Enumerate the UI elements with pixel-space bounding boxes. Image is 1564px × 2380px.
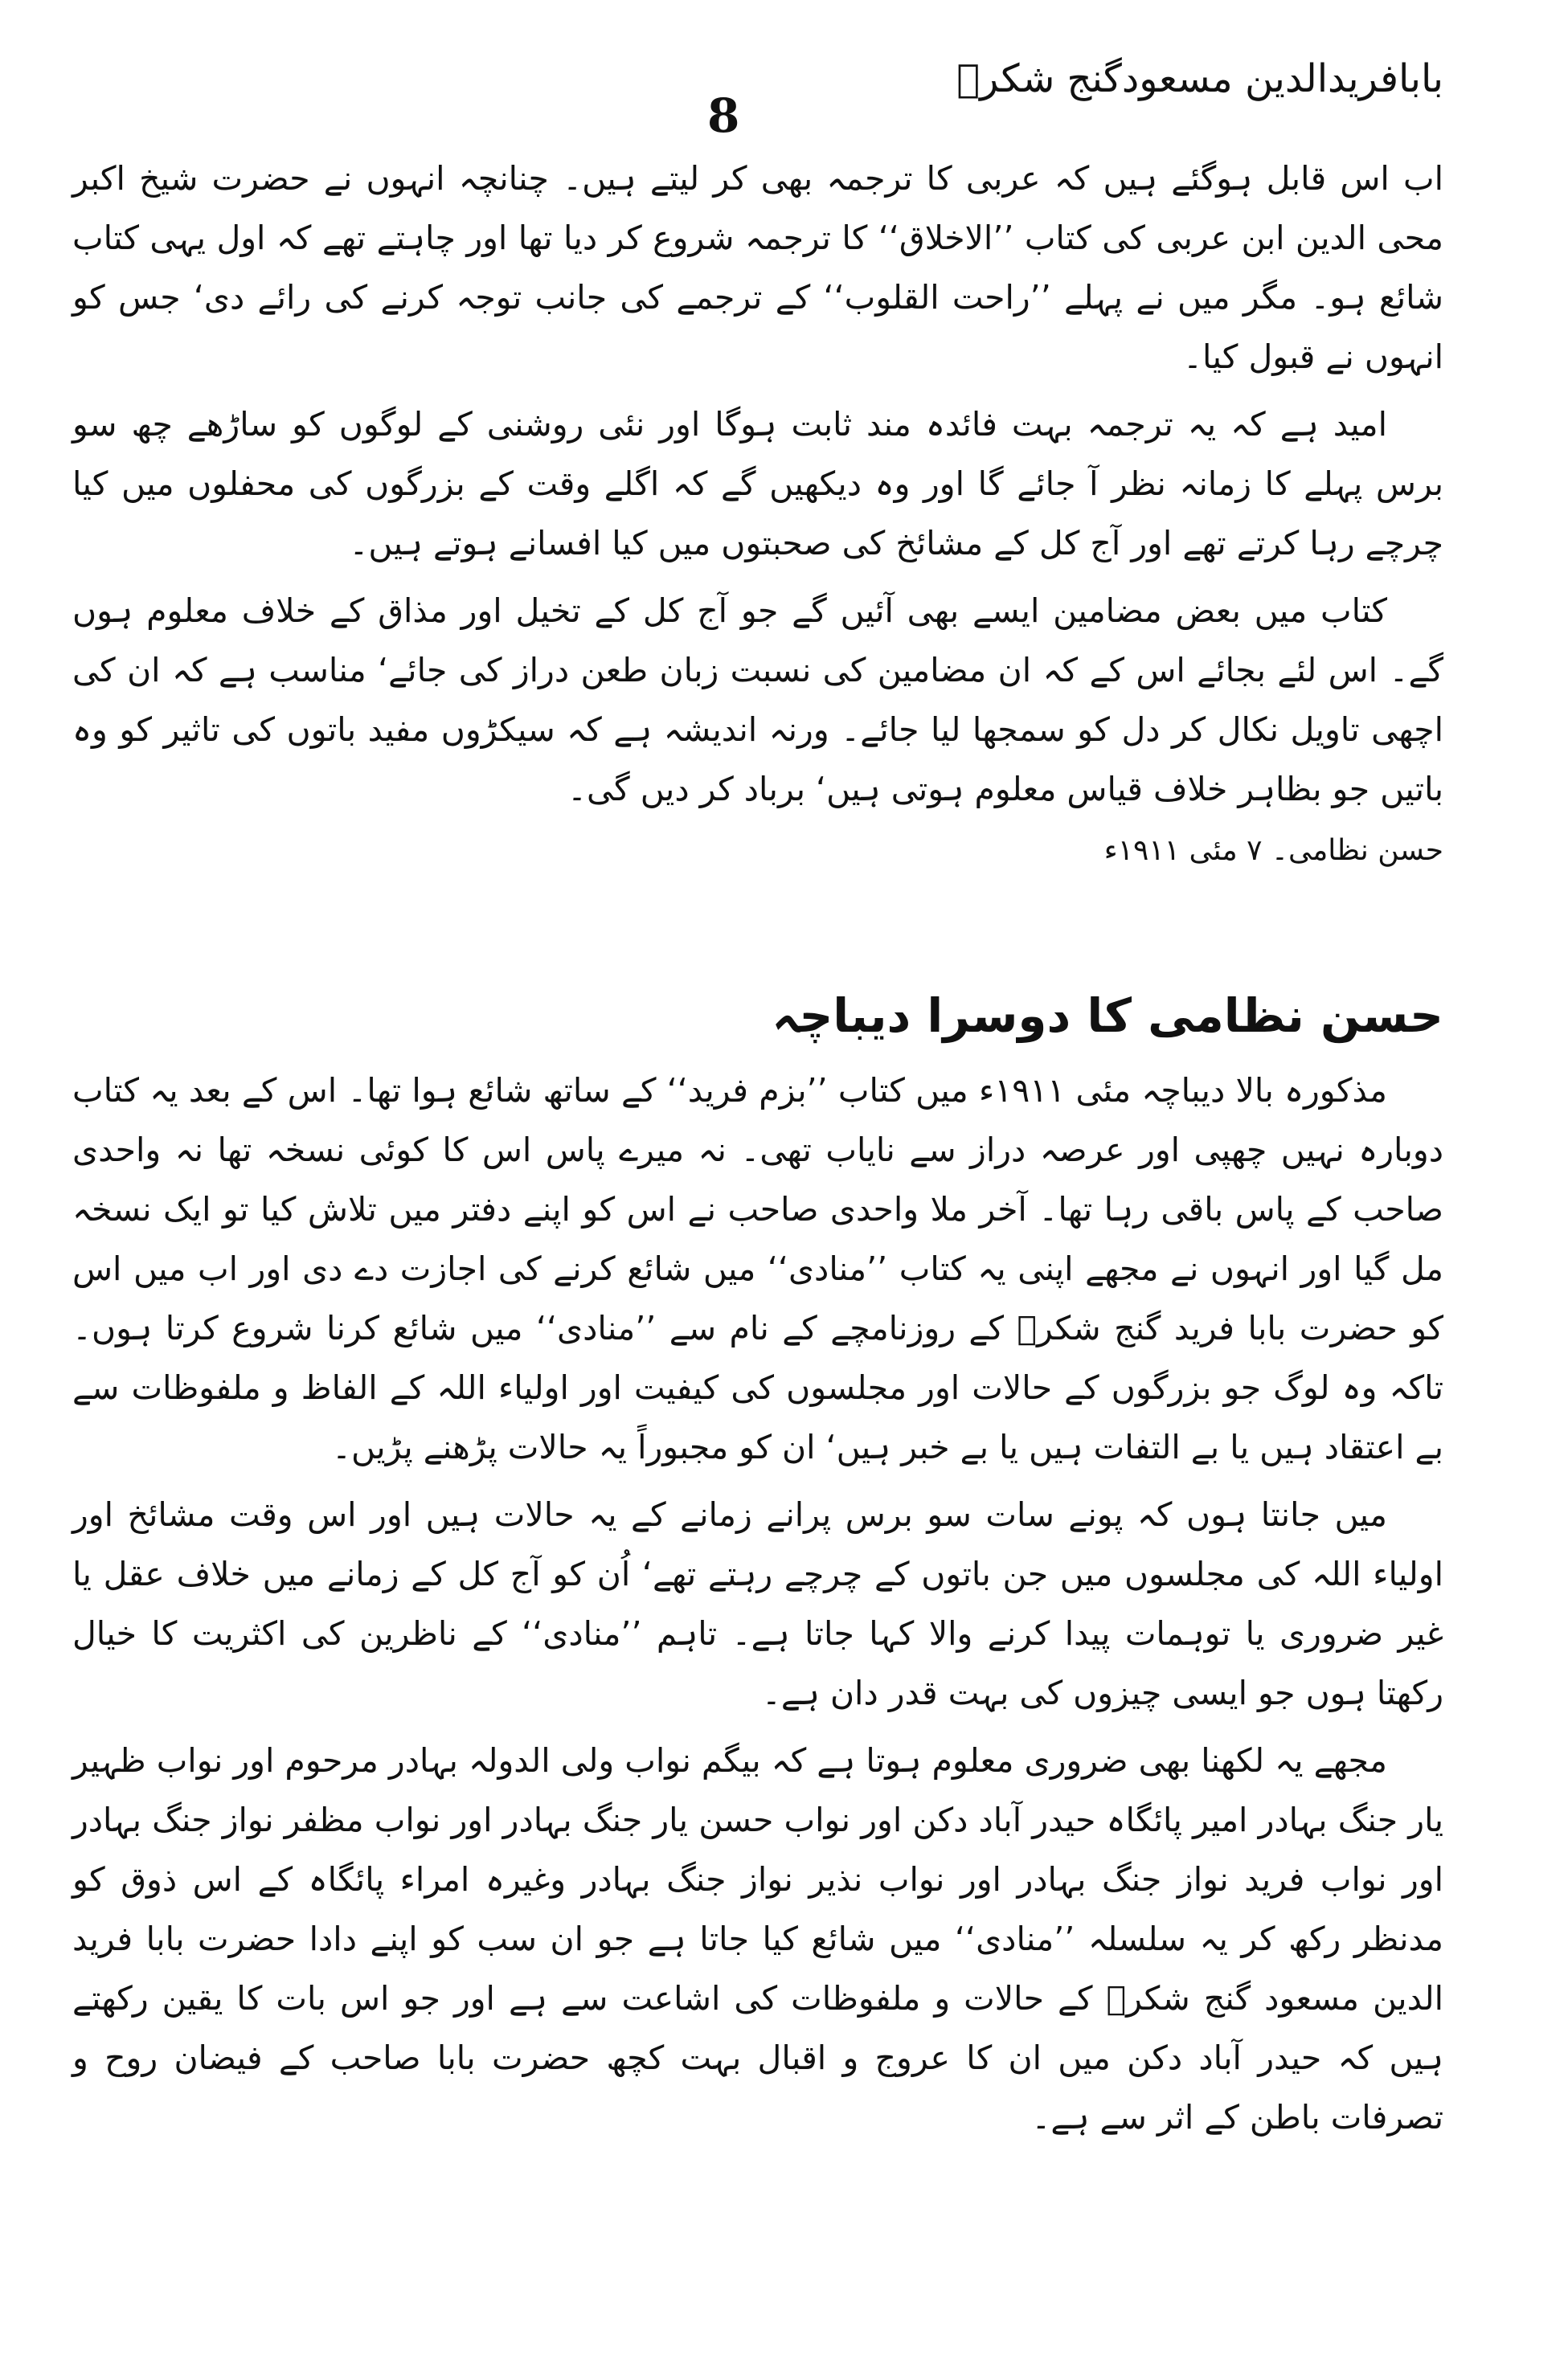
author-signature: حسن نظامی۔ ۷ مئی ۱۹۱۱ء <box>1103 834 1443 867</box>
running-title: بابافریدالدین مسعودگنج شکرؒ <box>956 56 1443 101</box>
page-header <box>96 48 1443 143</box>
section-heading: حسن نظامی کا دوسرا دیباچہ <box>772 988 1443 1043</box>
intro-text <box>72 149 1443 875</box>
section-paragraph-1: مذکورہ بالا دیباچہ مئی ۱۹۱۱ء میں کتاب ’’بزم فرید‘‘ کے ساتھ شائع ہوا تھا۔ اس کے بعد یہ کتاب دوبارہ نہیں چھپی اور عرصہ دراز سے نایاب تھی۔ نہ میرے پاس اس کا کوئی نسخہ تھا نہ واحدی صاحب کے پاس باقی رہا تھا۔ آخر ملا واحدی صاحب نے اس کو اپنے دفتر میں تلاش کیا تو ایک نسخہ مل گیا اور انہوں نے مجھے اپنی یہ کتاب ’’منادی‘‘ میں شائع کرنے کی اجازت دے دی اور اب میں اس کو حضرت بابا فرید گنج شکرؒ کے روزنامچے کے نام سے ’’منادی‘‘ میں شائع کرنا شروع کرتا ہوں۔ تاکہ وہ لوگ جو بزرگوں کے حالات اور مجلسوں کی کیفیت اور اولیاء اللہ کے الفاظ و ملفوظات سے بے اعتقاد ہیں یا بے التفات ہیں یا بے خبر ہیں‘ ان کو مجبوراً یہ حالات پڑھنے پڑیں۔ <box>72 1071 1443 1466</box>
section-paragraph-2: میں جانتا ہوں کہ پونے سات سو برس پرانے زمانے کے یہ حالات ہیں اور اس وقت مشائخ اور اولیاء اللہ کی مجلسوں میں جن باتوں کے چرچے رہتے تھے‘ اُن کو آج کل کے زمانے میں خلاف عقل یا غیر ضروری یا توہمات پیدا کرنے والا کہا جاتا ہے۔ تاہم ’’منادی‘‘ کے ناظرین کی اکثریت کا خیال رکھتا ہوں جو ایسی چیزوں کی بہت قدر دان ہے۔ <box>72 1495 1443 1712</box>
intro-paragraph-3: کتاب میں بعض مضامین ایسے بھی آئیں گے جو آج کل کے تخیل اور مذاق کے خلاف معلوم ہوں گے۔ اس لئے بجائے اس کے کہ ان مضامین کی نسبت زبان طعن دراز کی جائے‘ مناسب ہے کہ ان کی اچھی تاویل نکال کر دل کو سمجھا لیا جائے۔ ورنہ اندیشہ ہے کہ سیکڑوں مفید باتوں کی تاثیر کو وہ باتیں جو بظاہر خلاف قیاس معلوم ہوتی ہیں‘ برباد کر دیں گی۔ <box>72 591 1443 808</box>
section-text <box>72 1061 1443 2147</box>
intro-paragraph-2: امید ہے کہ یہ ترجمہ بہت فائدہ مند ثابت ہوگا اور نئی روشنی کے لوگوں کو ساڑھے چھ سو برس پہلے کا زمانہ نظر آ جائے گا اور وہ دیکھیں گے کہ اگلے وقت کے بزرگوں کی محفلوں میں کیا چرچے رہا کرتے تھے اور آج کل کے مشائخ کی صحبتوں میں کیا افسانے ہوتے ہیں۔ <box>72 405 1443 562</box>
section-paragraph-3: مجھے یہ لکھنا بھی ضروری معلوم ہوتا ہے کہ بیگم نواب ولی الدولہ بہادر مرحوم اور نواب ظہیر یار جنگ بہادر امیر پائگاہ حیدر آباد دکن اور نواب حسن یار جنگ بہادر اور نواب مظفر نواز جنگ بہادر اور نواب فرید نواز جنگ بہادر اور نواب نذیر نواز جنگ بہادر وغیرہ امراء پائگاہ کے اس ذوق کو مدنظر رکھ کر یہ سلسلہ ’’منادی‘‘ میں شائع کیا جاتا ہے جو ان سب کو اپنے دادا حضرت بابا فرید الدین مسعود گنج شکرؒ کے حالات و ملفوظات کی اشاعت سے ہے اور جو اس بات کا یقین رکھتے ہیں کہ حیدر آباد دکن میں ان کا عروج و اقبال بہت کچھ حضرت بابا صاحب کے فیضان روح و تصرفات باطن کے اثر سے ہے۔ <box>72 1741 1443 2137</box>
page-number: 8 <box>707 88 740 143</box>
intro-paragraph-1: اب اس قابل ہوگئے ہیں کہ عربی کا ترجمہ بھی کر لیتے ہیں۔ چنانچہ انہوں نے حضرت شیخ اکبر محی الدین ابن عربی کی کتاب ’’الاخلاق‘‘ کا ترجمہ شروع کر دیا تھا اور چاہتے تھے کہ اول یہی کتاب شائع ہو۔ مگر میں نے پہلے ’’راحت القلوب‘‘ کے ترجمے کی جانب توجہ کرنے کی رائے دی‘ جس کو انہوں نے قبول کیا۔ <box>72 159 1443 376</box>
